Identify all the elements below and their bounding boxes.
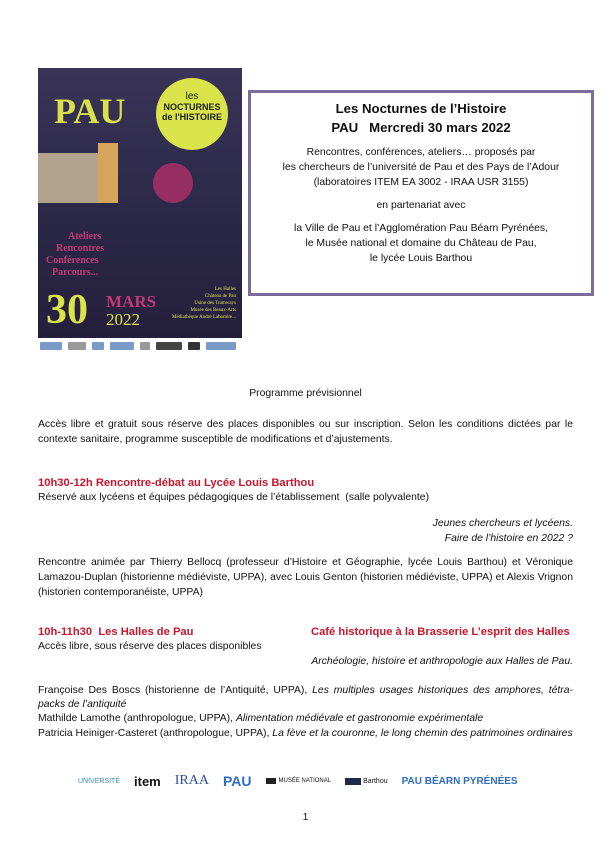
theme-line: Jeunes chercheurs et lycéens.: [432, 518, 573, 529]
item-logo: item: [134, 773, 161, 789]
event2-speakers: [38, 684, 573, 741]
tree-illustration: [153, 163, 193, 203]
programme-intro: Accès libre et gratuit sous réserve des places disponibles ou sur inscription. Selon les conditions dictées par le contexte sanitaire, programme susceptible de modifications et d’ajustements.: [38, 419, 573, 445]
badge-line: NOCTURNES: [163, 102, 221, 112]
event2-title: Café historique à la Brasserie L’esprit des Halles: [311, 626, 570, 638]
talk-title: Alimentation médiévale et gastronomie expérimentale: [235, 713, 484, 725]
talk-title: Les multiples usages historiques des amphores, tétra-packs de l’antiquité: [38, 685, 573, 711]
logo: [140, 342, 150, 350]
museum-logo: MUSÉE NATIONAL: [266, 778, 332, 784]
logo: [40, 342, 62, 350]
poster-venues: [172, 286, 236, 321]
logo: [156, 342, 182, 350]
speaker: [38, 727, 573, 741]
venue: Médiathèque André Labarrère...: [172, 315, 236, 320]
talk-title: La fève et la couronne, le long chemin des patrimoines ordinaires: [272, 727, 573, 739]
partner: le lycée Louis Barthou: [369, 253, 473, 264]
speaker-name: Françoise Des Boscs (historienne de l’Antiquité, UPPA),: [38, 685, 308, 696]
venue: Les Halles: [214, 287, 236, 292]
box-line: Rencontres, conférences, ateliers… proposés par: [306, 147, 536, 158]
event2-theme: Archéologie, histoire et anthropologie aux Halles de Pau.: [311, 656, 573, 667]
venue: Château de Pau: [204, 294, 236, 299]
event1-heading: 10h30-12h Rencontre-débat au Lycée Louis Barthou: [38, 477, 315, 489]
poster-year: 2022: [106, 310, 140, 329]
event1-note: Réservé aux lycéens et équipes pédagogiques de l’établissement (salle polyvalente): [38, 492, 430, 503]
event-info-box: [248, 90, 594, 296]
venue: Musée des Beaux-Arts: [190, 308, 236, 313]
partner: le Musée national et domaine du Château de Pau,: [305, 238, 537, 249]
box-line: les chercheurs de l’université de Pau et des Pays de l’Adour: [282, 162, 560, 173]
badge-line: les: [185, 91, 199, 102]
event1-description: Rencontre animée par Thierry Bellocq (professeur d’Histoire et Géographie, lycée Louis Barthou) et Véronique Lamazou-Duplan (historienne médiéviste, UPPA), avec Louis Genton (historien médiéviste, UPPA) et Alexis Vrignon (historien contemporanéiste, UPPA): [38, 557, 573, 598]
theme-line: Faire de l’histoire en 2022 ?: [444, 533, 573, 544]
poster-city: PAU: [54, 91, 126, 131]
activity: Rencontres: [56, 243, 105, 254]
pau-bearn-logo: PAU BÉARN PYRÉNÉES: [401, 775, 518, 787]
poster-badge: [156, 78, 228, 150]
poster-activities: [46, 231, 104, 279]
programme-title: Programme prévisionnel: [249, 388, 362, 399]
partner-logos: [78, 768, 538, 794]
university-logo: UNIVERSITÉ: [78, 777, 121, 785]
speaker-name: Mathilde Lamothe (anthropologue, UPPA),: [38, 713, 234, 725]
page-number: 1: [302, 812, 309, 823]
activity: Parcours...: [52, 267, 99, 278]
speaker: [38, 684, 573, 712]
logo: [206, 342, 236, 350]
logo: [188, 342, 200, 350]
poster-day: 30: [46, 287, 88, 333]
tower-illustration: [98, 143, 118, 203]
iraa-logo: IRAA: [174, 773, 209, 788]
pau-logo: PAU: [222, 773, 252, 789]
logo: [110, 342, 134, 350]
activity: Conférences: [46, 255, 99, 266]
poster-month: MARS: [106, 292, 157, 311]
event2-note: Accès libre, sous réserve des places disponibles: [38, 641, 262, 652]
logo: [68, 342, 86, 350]
box-line: (laboratoires ITEM EA 3002 - IRAA USR 3155): [313, 177, 529, 188]
badge-line: de l'HISTOIRE: [162, 112, 222, 122]
box-subtitle: PAU Mercredi 30 mars 2022: [331, 120, 511, 135]
speaker-name: Patricia Heiniger-Casteret (anthropologue, UPPA),: [38, 727, 270, 739]
poster-logo-strip: [40, 340, 240, 352]
venue: Usine des Tramways: [194, 301, 236, 306]
event1-theme: [300, 516, 573, 546]
partner-intro: en partenariat avec: [376, 200, 466, 211]
barthou-logo: Barthou: [345, 778, 388, 785]
speaker: [38, 712, 573, 726]
box-title: Les Nocturnes de l’Histoire: [335, 101, 507, 116]
logo: [92, 342, 104, 350]
event-poster: [38, 68, 242, 338]
activity: Ateliers: [68, 231, 102, 242]
event2-time-place: 10h-11h30 Les Halles de Pau: [38, 626, 194, 638]
partner: la Ville de Pau et l’Agglomération Pau Béarn Pyrénées,: [294, 223, 548, 234]
